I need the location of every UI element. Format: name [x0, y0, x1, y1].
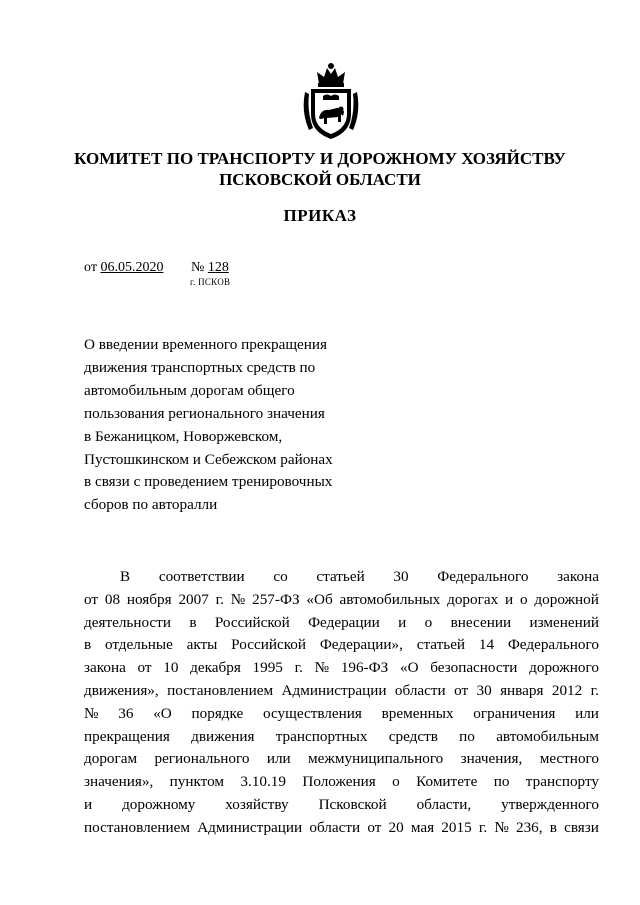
body-word: Федерального: [437, 568, 529, 585]
body-word: области: [394, 681, 446, 699]
number-prefix: №: [191, 260, 205, 275]
body-word: постановлением: [167, 681, 274, 699]
body-word: со: [273, 568, 288, 585]
document-date: 06.05.2020: [100, 260, 164, 275]
body-word: о: [519, 590, 528, 608]
body-line: [84, 726, 599, 749]
body-word: Положения: [302, 773, 376, 791]
body-word: безопасности: [430, 659, 518, 677]
body-word: Федерального: [507, 636, 599, 654]
body-word: Российской: [214, 613, 290, 631]
body-word: по: [459, 727, 475, 745]
body-word: транспорту: [525, 773, 599, 791]
body-word: связи: [564, 818, 599, 836]
body-word: области: [309, 818, 361, 836]
body-word: №: [84, 704, 99, 722]
body-word: дорогам: [84, 750, 138, 768]
body-word: дорожного: [529, 659, 599, 677]
date-block: [84, 260, 163, 275]
body-word: в: [549, 818, 557, 836]
body-word: «О: [153, 704, 172, 722]
body-word: г.: [215, 590, 224, 608]
body-word: дорожной: [534, 590, 599, 608]
body-line: [84, 657, 599, 680]
body-word: декабря: [190, 659, 241, 677]
body-word: ноября: [126, 590, 172, 608]
body-word: г.: [478, 818, 488, 836]
body-line: [84, 634, 599, 657]
body-word: 1995: [252, 659, 283, 677]
body-word: закона: [84, 659, 126, 677]
body-word: января: [500, 681, 544, 699]
body-word: транспортных: [275, 727, 368, 745]
body-word: постановлением: [84, 818, 191, 836]
body-word: 3.10.19: [240, 773, 286, 791]
body-word: мая: [410, 818, 435, 836]
body-word: пунктом: [169, 773, 225, 791]
body-word: внесении: [450, 613, 512, 631]
body-word: в: [189, 613, 197, 631]
body-word: дорожному: [122, 795, 196, 813]
body-word: дорогах: [447, 590, 499, 608]
body-line: [84, 748, 599, 771]
number-block: [191, 260, 229, 276]
body-word: «О: [399, 659, 419, 677]
body-word: автомобильных: [339, 590, 441, 608]
body-word: 2015: [441, 818, 472, 836]
document-subject: [84, 334, 364, 517]
body-word: 30: [476, 681, 492, 699]
document-city: г. ПСКОВ: [190, 277, 231, 287]
subject-line: автомобильным дорогам общего: [84, 381, 295, 399]
body-word: Федерации»,: [319, 636, 403, 654]
body-word: 2012: [551, 681, 583, 699]
body-word: или: [575, 704, 599, 722]
body-word: о: [424, 613, 433, 631]
body-word: Российской: [231, 636, 307, 654]
body-line: [84, 589, 599, 612]
body-word: движения: [191, 727, 255, 745]
body-word: 36: [118, 704, 134, 722]
body-word: 14: [478, 636, 495, 654]
body-word: порядке: [191, 704, 244, 722]
body-word: 236,: [515, 818, 543, 836]
body-word: в: [84, 636, 92, 654]
body-word: регионального: [154, 750, 250, 768]
document-type: ПРИКАЗ: [283, 206, 357, 225]
body-word: межмуниципального: [308, 750, 444, 768]
body-word: от: [367, 818, 382, 836]
subject-line: О введении временного прекращения: [84, 336, 328, 353]
body-word: г.: [590, 681, 599, 699]
body-word: статьей: [416, 636, 466, 654]
document-number: 128: [207, 260, 229, 275]
body-word: от: [454, 681, 469, 699]
body-word: 257-ФЗ: [252, 590, 300, 608]
org-line-1: КОМИТЕТ ПО ТРАНСПОРТУ И ДОРОЖНОМУ ХОЗЯЙСТВУ: [74, 149, 566, 168]
subject-line: в связи с проведением тренировочных: [84, 473, 333, 491]
body-word: 196-ФЗ: [340, 659, 389, 677]
body-word: №: [494, 818, 509, 836]
body-word: прекращения: [84, 727, 170, 745]
body-word: 08: [104, 590, 121, 608]
body-word: или: [266, 750, 291, 768]
body-word: средств: [388, 727, 438, 745]
document-body: [84, 566, 599, 840]
body-word: Псковской: [318, 795, 387, 813]
body-word: значения»,: [84, 773, 154, 791]
organization-name: [0, 148, 640, 190]
body-word: и: [398, 613, 407, 631]
body-line: [84, 703, 599, 726]
date-prefix: от: [84, 260, 97, 275]
body-line: [84, 612, 599, 635]
body-word: акты: [186, 636, 218, 654]
body-word: №: [314, 659, 330, 677]
body-word: ограничения: [473, 704, 556, 722]
body-word: 30: [393, 568, 409, 585]
body-word: Федерации: [308, 613, 380, 631]
document-meta: [84, 260, 229, 276]
body-word: от: [84, 590, 99, 608]
body-word: утвержденного: [501, 795, 599, 813]
coat-of-arms-icon: [299, 62, 363, 142]
body-word: соответствии: [158, 568, 245, 585]
subject-line: пользования регионального значения: [84, 404, 325, 422]
body-word: осуществления: [263, 704, 362, 722]
subject-line: сборов по авторалли: [84, 496, 218, 514]
body-word: от: [137, 659, 152, 677]
body-word: местного: [539, 750, 599, 768]
body-word: г.: [294, 659, 303, 677]
subject-line: в Бежаницком, Новоржевском,: [84, 427, 283, 445]
body-word: и: [84, 795, 93, 813]
body-word: изменений: [529, 613, 599, 631]
body-line: [84, 680, 599, 703]
body-word: и: [505, 590, 514, 608]
body-word: статьей: [316, 568, 365, 585]
body-word: деятельности: [84, 613, 171, 631]
body-word: области,: [416, 795, 472, 813]
body-word: 10: [163, 659, 179, 677]
body-word: В: [120, 568, 131, 585]
body-word: закона: [557, 568, 599, 585]
body-word: Комитете: [416, 773, 478, 791]
body-word: 20: [388, 818, 404, 836]
body-word: о: [392, 773, 400, 791]
body-word: «Об: [306, 590, 333, 608]
body-word: по: [493, 773, 510, 791]
body-word: Администрации: [281, 681, 387, 699]
body-word: Администрации: [197, 818, 303, 836]
body-word: 2007: [178, 590, 209, 608]
body-word: временных: [381, 704, 454, 722]
body-line: [84, 817, 599, 840]
subject-line: Пустошкинском и Себежском районах: [84, 450, 333, 468]
body-word: значения,: [460, 750, 523, 768]
body-line: [84, 771, 599, 794]
body-word: автомобильным: [496, 727, 599, 745]
body-line: [84, 794, 599, 817]
subject-line: движения транспортных средств по: [84, 358, 316, 376]
body-word: движения»,: [84, 681, 159, 699]
body-line: [84, 566, 599, 589]
body-word: №: [230, 590, 246, 608]
body-word: отдельные: [104, 636, 173, 654]
org-line-2: ПСКОВСКОЙ ОБЛАСТИ: [219, 170, 421, 189]
body-word: хозяйству: [225, 795, 289, 813]
